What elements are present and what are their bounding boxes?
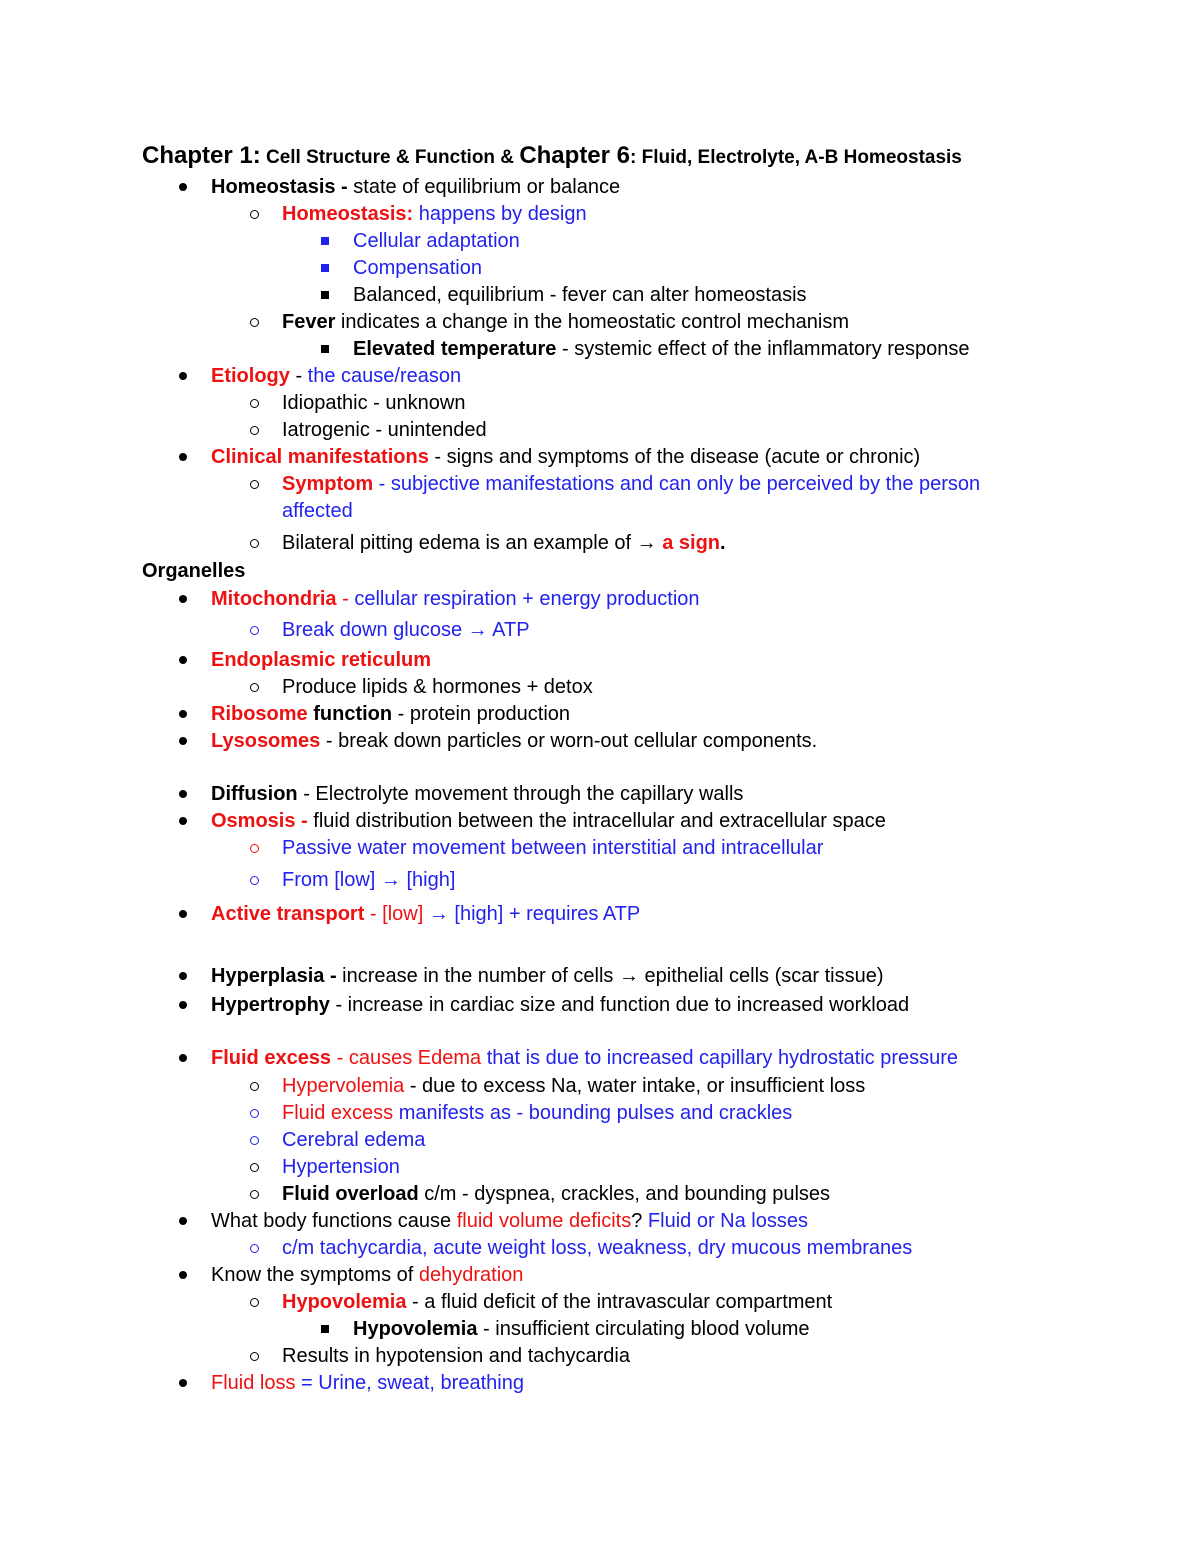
bullet-circle-icon: [250, 539, 259, 548]
list-item: Clinical manifestations - signs and symptoms of the disease (acute or chronic): [211, 445, 920, 469]
bullet-circle-icon: [250, 1163, 259, 1172]
list-item: Hypovolemia - a fluid deficit of the intravascular compartment: [282, 1290, 832, 1314]
section-heading: Organelles: [142, 560, 246, 582]
list-item: Bilateral pitting edema is an example of → a sign.: [282, 531, 726, 555]
list-item: Hyperplasia - increase in the number of cells → epithelial cells (scar tissue): [211, 964, 884, 988]
title-chapter-1-subject: Cell Structure & Function &: [260, 147, 520, 168]
list-item: Know the symptoms of dehydration: [211, 1263, 523, 1287]
list-item: Lysosomes - break down particles or worn-out cellular components.: [211, 729, 817, 753]
bullet-disc-icon: [179, 1271, 187, 1279]
list-item: Mitochondria - cellular respiration + energy production: [211, 587, 700, 611]
bullet-circle-icon: [250, 210, 259, 219]
bullet-disc-icon: [179, 595, 187, 603]
list-item: Fluid excess manifests as - bounding pulses and crackles: [282, 1101, 792, 1125]
list-item: Cerebral edema: [282, 1128, 425, 1152]
list-item: c/m tachycardia, acute weight loss, weakness, dry mucous membranes: [282, 1236, 912, 1260]
list-item: Diffusion - Electrolyte movement through the capillary walls: [211, 782, 743, 806]
bullet-disc-icon: [179, 1217, 187, 1225]
list-item: Active transport - [low] → [high] + requires ATP: [211, 902, 640, 926]
list-item: Idiopathic - unknown: [282, 391, 465, 415]
bullet-circle-icon: [250, 1352, 259, 1361]
bullet-disc-icon: [179, 453, 187, 461]
bullet-circle-icon: [250, 399, 259, 408]
bullet-disc-icon: [179, 183, 187, 191]
bullet-disc-icon: [179, 710, 187, 718]
list-item: Homeostasis - state of equilibrium or balance: [211, 175, 620, 199]
list-item: Homeostasis: happens by design: [282, 202, 587, 226]
list-item: Symptom - subjective manifestations and can only be perceived by the person: [282, 472, 980, 496]
bullet-disc-icon: [179, 656, 187, 664]
list-item: Compensation: [353, 256, 482, 280]
bullet-disc-icon: [179, 790, 187, 798]
bullet-circle-icon: [250, 1244, 259, 1253]
bullet-circle-icon: [250, 1190, 259, 1199]
list-item: Hypervolemia - due to excess Na, water intake, or insufficient loss: [282, 1074, 865, 1098]
list-item: Fluid overload c/m - dyspnea, crackles, and bounding pulses: [282, 1182, 830, 1206]
bullet-square-icon: [321, 264, 329, 272]
list-item: Fluid loss = Urine, sweat, breathing: [211, 1371, 524, 1395]
list-item: Osmosis - fluid distribution between the intracellular and extracellular space: [211, 809, 886, 833]
bullet-circle-icon: [250, 876, 259, 885]
list-item: Cellular adaptation: [353, 229, 520, 253]
bullet-square-icon: [321, 291, 329, 299]
list-item: Etiology - the cause/reason: [211, 364, 461, 388]
bullet-disc-icon: [179, 817, 187, 825]
bullet-circle-icon: [250, 683, 259, 692]
list-item-continuation: affected: [282, 500, 353, 522]
bullet-disc-icon: [179, 1054, 187, 1062]
title-chapter-6-subject: : Fluid, Electrolyte, A-B Homeostasis: [630, 147, 962, 168]
list-item: Iatrogenic - unintended: [282, 418, 487, 442]
bullet-disc-icon: [179, 737, 187, 745]
list-item: Hypertension: [282, 1155, 400, 1179]
list-item: Endoplasmic reticulum: [211, 648, 431, 672]
list-item: Break down glucose → ATP: [282, 618, 530, 642]
bullet-circle-icon: [250, 1109, 259, 1118]
bullet-disc-icon: [179, 372, 187, 380]
list-item: Balanced, equilibrium - fever can alter homeostasis: [353, 283, 807, 307]
bullet-square-icon: [321, 1325, 329, 1333]
page-title: [142, 140, 962, 174]
bullet-circle-icon: [250, 480, 259, 489]
bullet-disc-icon: [179, 972, 187, 980]
bullet-circle-icon: [250, 426, 259, 435]
list-item: Ribosome function - protein production: [211, 702, 570, 726]
bullet-circle-icon: [250, 1082, 259, 1091]
list-item: What body functions cause fluid volume deficits? Fluid or Na losses: [211, 1209, 808, 1233]
title-chapter-6: Chapter 6: [519, 142, 631, 169]
bullet-circle-icon: [250, 1136, 259, 1145]
list-item: Elevated temperature - systemic effect of the inflammatory response: [353, 337, 970, 361]
bullet-circle-icon: [250, 844, 259, 853]
bullet-circle-icon: [250, 626, 259, 635]
list-item: Fever indicates a change in the homeostatic control mechanism: [282, 310, 849, 334]
list-item: Passive water movement between interstitial and intracellular: [282, 836, 823, 860]
list-item: Produce lipids & hormones + detox: [282, 675, 593, 699]
bullet-disc-icon: [179, 1001, 187, 1009]
list-item: Hypertrophy - increase in cardiac size and function due to increased workload: [211, 993, 909, 1017]
list-item: Results in hypotension and tachycardia: [282, 1344, 630, 1368]
list-item: From [low] → [high]: [282, 868, 455, 892]
bullet-disc-icon: [179, 1379, 187, 1387]
bullet-square-icon: [321, 237, 329, 245]
list-item: Hypovolemia - insufficient circulating blood volume: [353, 1317, 810, 1341]
bullet-square-icon: [321, 345, 329, 353]
bullet-circle-icon: [250, 1298, 259, 1307]
bullet-circle-icon: [250, 318, 259, 327]
list-item: Fluid excess - causes Edema that is due to increased capillary hydrostatic pressure: [211, 1046, 958, 1070]
title-chapter-1: Chapter 1:: [142, 142, 261, 169]
bullet-disc-icon: [179, 910, 187, 918]
